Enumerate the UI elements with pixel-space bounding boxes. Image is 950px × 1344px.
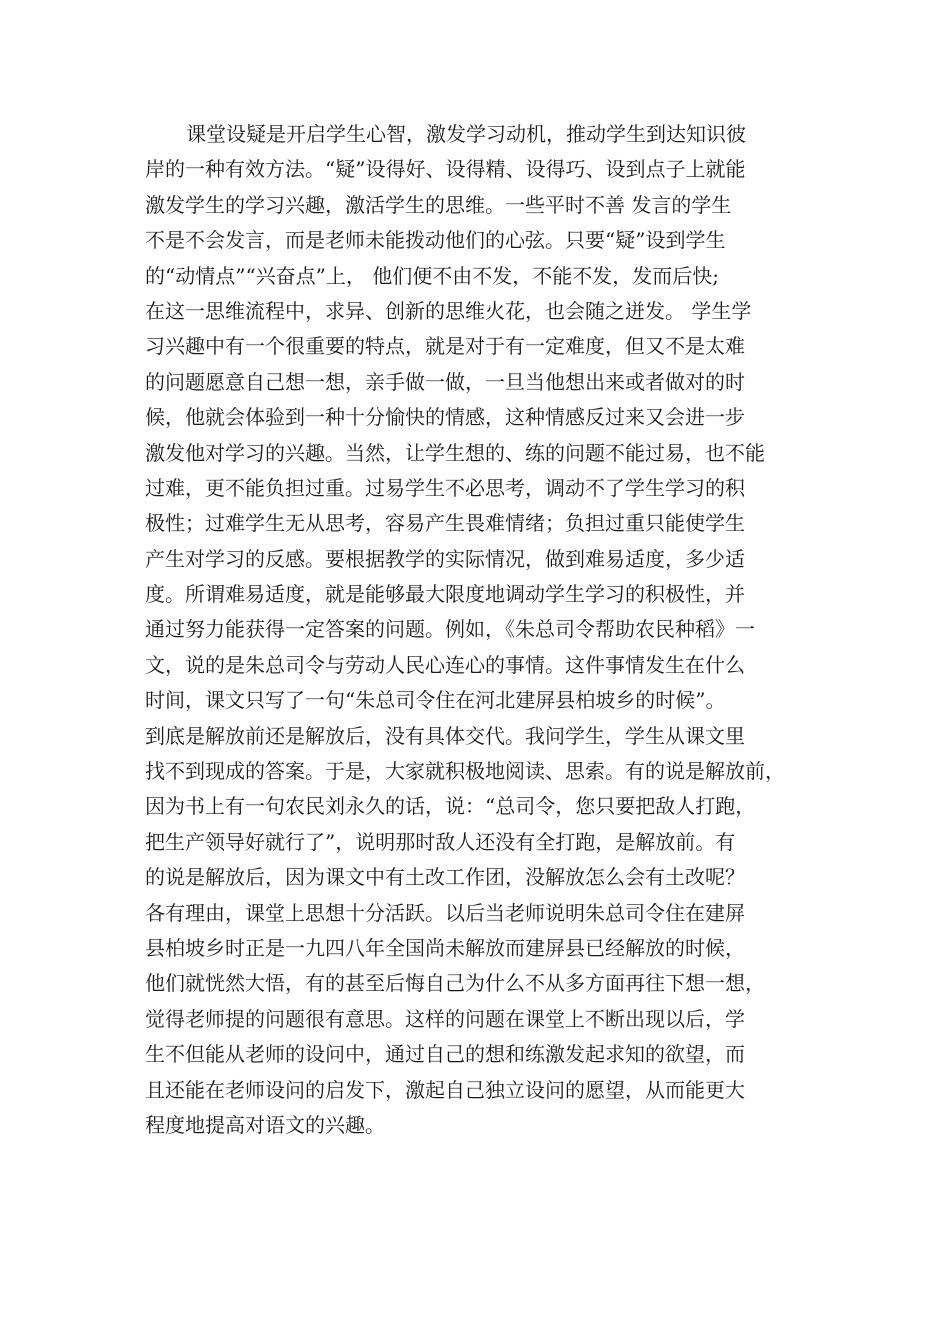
text-line: 不是不会发言，而是老师未能拨动他们的心弦。只要“疑”设到学生 — [145, 228, 726, 253]
text-line: 到底是解放前还是解放后，没有具体交代。我问学生，学生从课文里 — [145, 723, 745, 748]
text-line: 过难，更不能负担过重。过易学生不必思考，调动不了学生学习的积 — [145, 475, 745, 500]
text-line: 生不但能从老师的设问中，通过自己的想和练激发起求知的欲望，而 — [145, 1042, 745, 1067]
text-line: 的问题愿意自己想一想，亲手做一做，一旦当他想出来或者做对的时 — [145, 369, 745, 394]
text-line: 觉得老师提的问题很有意思。这样的问题在课堂上不断出现以后，学 — [145, 1006, 745, 1031]
text-line: 他们就恍然大悟，有的甚至后悔自己为什么不从多方面再往下想一想， — [145, 971, 765, 996]
text-line: 县柏坡乡时正是一九四八年全国尚未解放而建屏县已经解放的时候， — [145, 935, 745, 960]
text-line: 在这一思维流程中，求异、创新的思维火花，也会随之迸发。 学生学 — [145, 298, 752, 323]
text-line: 激发学生的学习兴趣，激活学生的思维。一些平时不善 发言的学生 — [145, 192, 732, 217]
text-line: 习兴趣中有一个很重要的特点，就是对于有一定难度，但又不是太难 — [145, 334, 745, 359]
body-paragraph — [145, 117, 815, 1143]
text-line: 程度地提高对语文的兴趣。 — [145, 1112, 385, 1137]
text-line: 度。所谓难易适度，就是能够最大限度地调动学生学习的积极性，并 — [145, 582, 745, 607]
text-line: 岸的一种有效方法。“疑”设得好、设得精、设得巧、设到点子上就能 — [145, 157, 746, 182]
text-line: 各有理由，课堂上思想十分活跃。以后当老师说明朱总司令住在建屏 — [145, 900, 745, 925]
text-line: 极性；过难学生无从思考，容易产生畏难情绪；负担过重只能使学生 — [145, 511, 745, 536]
text-line: 且还能在老师设问的启发下，激起自己独立设问的愿望，从而能更大 — [145, 1077, 745, 1102]
text-line: 课堂设疑是开启学生心智，激发学习动机，推动学生到达知识彼 — [186, 122, 746, 146]
text-line: 的说是解放后，因为课文中有土改工作团，没解放怎么会有土改呢？ — [145, 865, 745, 890]
text-line: 候，他就会体验到一种十分愉快的情感，这种情感反过来又会进一步 — [145, 405, 745, 430]
text-line: 因为书上有一句农民刘永久的话，说：“总司令，您只要把敌人打跑， — [145, 794, 756, 819]
text-line: 文，说的是朱总司令与劳动人民心连心的事情。这件事情发生在什么 — [145, 652, 745, 677]
text-line: 产生对学习的反感。要根据教学的实际情况，做到难易适度，多少适 — [145, 546, 745, 571]
text-line: 激发他对学习的兴趣。当然，让学生想的、练的问题不能过易，也不能 — [145, 440, 765, 465]
text-line: 找不到现成的答案。于是，大家就积极地阅读、思索。有的说是解放前， — [145, 759, 785, 784]
text-line: 把生产领导好就行了”，说明那时敌人还没有全打跑，是解放前。有 — [145, 829, 736, 854]
text-line: 时间，课文只写了一句“朱总司令住在河北建屏县柏坡乡的时候”。 — [145, 688, 726, 713]
text-line: 通过努力能获得一定答案的问题。例如，《朱总司令帮助农民种稻》一 — [145, 617, 755, 642]
text-line: 的“动情点”“兴奋点”上， 他们便不由不发，不能不发，发而后快; — [145, 263, 719, 288]
